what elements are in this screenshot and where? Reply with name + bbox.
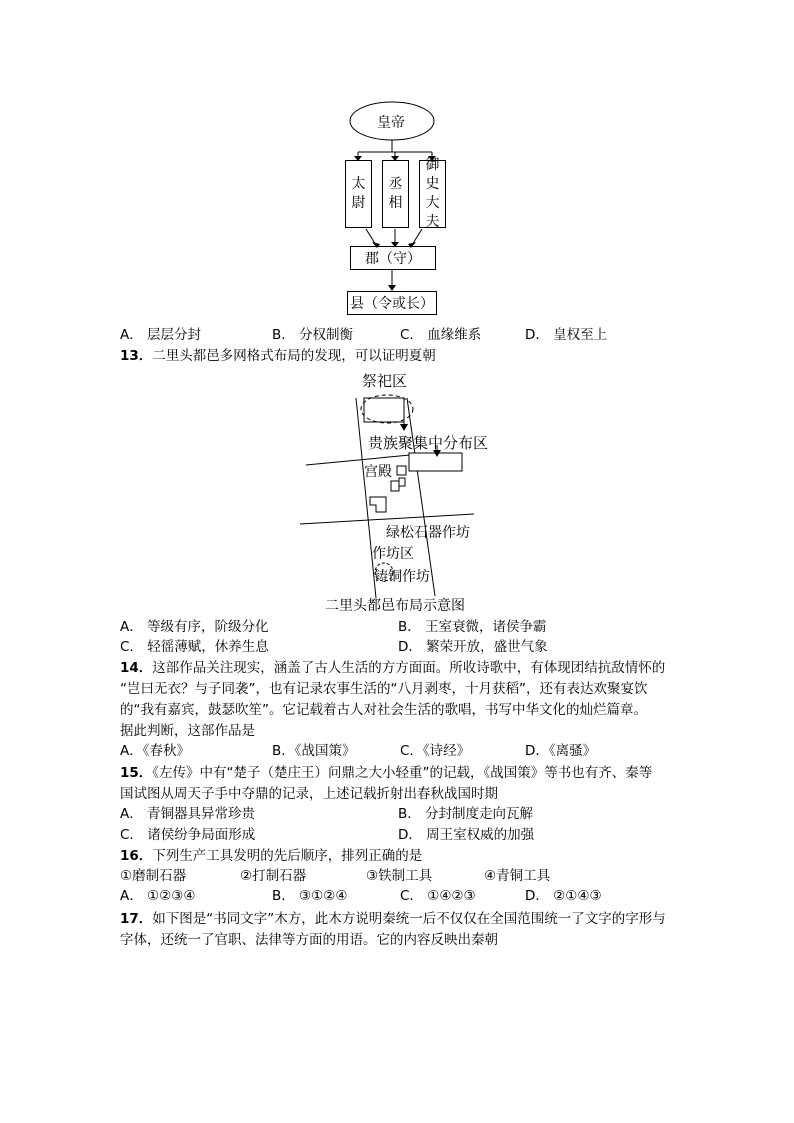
q16-stem-text: 下列生产工具发明的先后顺序，排列正确的是 — [152, 848, 423, 864]
q17-line-1-text: 如下图是“书同文字”木方，此木方说明秦统一后不仅仅在全国范围统一了文字的字形与 — [152, 911, 666, 927]
q13-option-d: D． 繁荣开放，盛世气象 — [398, 639, 548, 655]
q12-option-a: A． 层层分封 — [120, 327, 202, 343]
bronze-workshop-label: 铸铜作坊 — [374, 569, 430, 585]
q14-option-c: C．《诗经》 — [400, 743, 471, 759]
q16-item-1: ①磨制石器 — [120, 868, 187, 884]
q15-option-d: D． 周王室权威的加强 — [398, 827, 535, 843]
emperor-label: 皇帝 — [377, 115, 405, 131]
yushi-char-2: 史 — [425, 176, 440, 192]
chengxiang-char-1: 丞 — [388, 176, 403, 192]
q13-stem-text: 二里头都邑多网格式布局的发现，可以证明夏朝 — [152, 348, 436, 364]
sacrifice-area-label: 祭祀区 — [362, 372, 408, 390]
q14-line-3: 的“我有嘉宾，鼓瑟吹笙”。它记载着古人对社会生活的歌唱，书写中华文化的灿烂篇章。 — [120, 702, 647, 718]
q15-line-1-text: 《左传》中有“楚子（楚庄王）问鼎之大小轻重”的记载，《战国策》等书也有齐、秦等 — [152, 765, 653, 781]
q16-option-c: C． ①④②③ — [400, 888, 476, 904]
workshop-area-label: 作坊区 — [372, 546, 414, 562]
q14-line-2: “岂曰无衣？与子同袭”，也有记录农事生活的“八月剥枣，十月获稻”，还有表达欢聚宴饮 — [120, 681, 648, 697]
q17-line-1 — [120, 910, 666, 928]
palace-label: 宫殿 — [364, 464, 392, 480]
q16-item-2: ②打制石器 — [240, 868, 307, 884]
q16-item-4: ④青铜工具 — [484, 868, 551, 884]
q12-option-d: D． 皇权至上 — [525, 327, 608, 343]
q16-option-a: A． ①②③④ — [120, 888, 196, 904]
q15-option-b: B． 分封制度走向瓦解 — [398, 806, 534, 822]
q13-option-c: C． 轻徭薄赋，休养生息 — [120, 639, 269, 655]
q14-option-a: A．《春秋》 — [120, 743, 190, 759]
yushi-char-3: 大 — [425, 195, 440, 211]
taiwei-char-2: 尉 — [351, 195, 366, 211]
q12-option-c: C． 血缘维系 — [400, 327, 482, 343]
q16-option-b: B． ③①②④ — [272, 888, 348, 904]
q14-option-d: D．《离骚》 — [525, 743, 597, 759]
q15-line-2: 国试图从周天子手中夺鼎的记录，上述记载折射出春秋战国时期 — [120, 786, 498, 802]
q14-line-1 — [120, 659, 665, 677]
q14-option-b: B．《战国策》 — [272, 743, 356, 759]
turquoise-workshop-label: 绿松石器作坊 — [386, 525, 470, 541]
q13-number: 13． — [120, 348, 153, 364]
q15-line-1 — [120, 764, 652, 782]
q16-option-d: D． ②①④③ — [525, 888, 602, 904]
yushi-char-4: 夫 — [425, 214, 440, 230]
xian-box: 县（令或长） — [347, 291, 437, 315]
q16-stem — [120, 847, 422, 865]
q17-line-2: 字体，还统一了官职、法律等方面的用语。它的内容反映出秦朝 — [120, 932, 498, 948]
q12-option-b: B． 分权制衡 — [272, 327, 354, 343]
q15-number: 15． — [120, 765, 153, 781]
q15-option-c: C． 诸侯纷争局面形成 — [120, 827, 256, 843]
q13-option-a: A． 等级有序，阶级分化 — [120, 619, 269, 635]
q14-number: 14． — [120, 660, 153, 676]
yushi-char-1: 御 — [425, 157, 440, 173]
q14-line-4: 据此判断，这部作品是 — [120, 723, 255, 739]
q16-item-3: ③铁制工具 — [366, 868, 433, 884]
noble-area-label: 贵族聚集中分布区 — [368, 434, 489, 452]
q16-number: 16． — [120, 848, 153, 864]
q17-number: 17． — [120, 911, 153, 927]
jun-box: 郡（守） — [350, 246, 436, 270]
chengxiang-char-2: 相 — [388, 195, 403, 211]
map-caption: 二里头都邑布局示意图 — [325, 598, 465, 614]
taiwei-char-1: 太 — [351, 176, 366, 192]
q15-option-a: A． 青铜器具异常珍贵 — [120, 806, 256, 822]
q14-line-1-text: 这部作品关注现实，涵盖了古人生活的方方面面。所收诗歌中，有体现团结抗敌情怀的 — [152, 660, 666, 676]
q13-option-b: B． 王室衰微，诸侯争霸 — [398, 619, 547, 635]
